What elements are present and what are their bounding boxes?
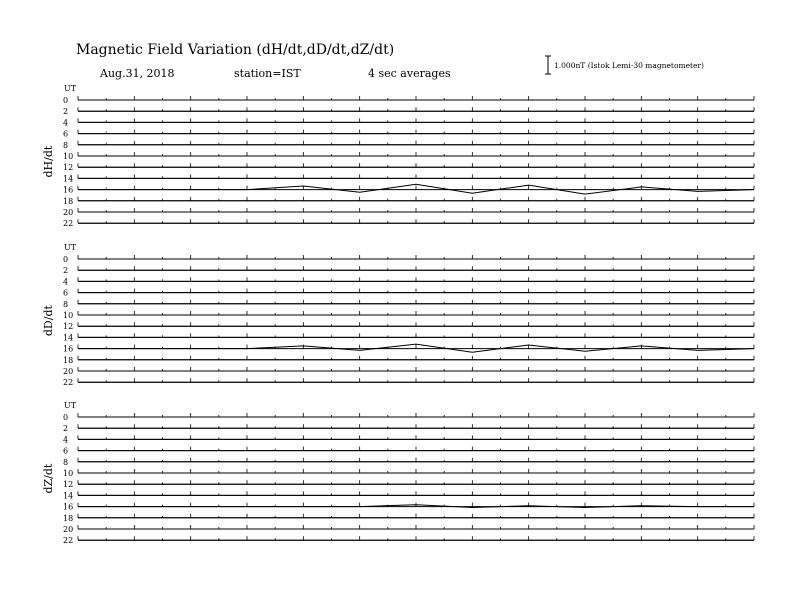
row-label: 14 xyxy=(63,333,74,343)
row-label: 16 xyxy=(63,185,74,195)
panel-ylabel: dD/dt xyxy=(42,305,55,337)
row-label: 20 xyxy=(63,208,74,217)
chart-title: Magnetic Field Variation (dH/dt,dD/dt,dZ/dt) xyxy=(76,42,395,58)
row-label: 10 xyxy=(63,152,74,161)
row-label: 18 xyxy=(63,513,74,523)
row-label: 2 xyxy=(63,424,69,434)
row-label: 8 xyxy=(63,299,69,309)
row-label: 4 xyxy=(63,277,69,287)
panel-dD-dt xyxy=(42,243,754,387)
row-label: 22 xyxy=(63,378,74,388)
row-label: 12 xyxy=(63,480,74,490)
row-label: 20 xyxy=(63,367,74,376)
scale-label: 1.000nT (Istok Lemi-30 magnetometer) xyxy=(554,61,704,70)
row-label: 22 xyxy=(63,219,74,229)
row-label: 8 xyxy=(63,140,69,150)
panel-dH-dt xyxy=(42,84,754,228)
row-label: 6 xyxy=(63,446,69,456)
ut-label: UT xyxy=(64,84,77,93)
row-label: 22 xyxy=(63,536,74,546)
panel-ylabel: dZ/dt xyxy=(42,463,55,494)
panel-dZ-dt xyxy=(42,401,754,545)
panels xyxy=(42,84,754,545)
row-label: 14 xyxy=(63,491,74,501)
row-label: 0 xyxy=(63,413,69,422)
scale-bar xyxy=(545,56,551,74)
row-label: 18 xyxy=(63,196,74,206)
row-label: 12 xyxy=(63,322,74,332)
row-label: 14 xyxy=(63,174,74,184)
row-label: 16 xyxy=(63,344,74,354)
date-label: Aug.31, 2018 xyxy=(100,67,175,80)
row-label: 12 xyxy=(63,163,74,173)
ut-label: UT xyxy=(64,243,77,252)
ut-label: UT xyxy=(64,401,77,410)
row-label: 20 xyxy=(63,525,74,534)
row-label: 8 xyxy=(63,457,69,467)
row-label: 0 xyxy=(63,96,69,105)
row-label: 18 xyxy=(63,355,74,365)
row-label: 6 xyxy=(63,129,69,139)
row-label: 2 xyxy=(63,107,69,117)
row-label: 6 xyxy=(63,288,69,298)
row-label: 2 xyxy=(63,266,69,276)
row-label: 10 xyxy=(63,311,74,320)
row-label: 10 xyxy=(63,469,74,478)
row-label: 4 xyxy=(63,118,69,128)
row-label: 16 xyxy=(63,502,74,512)
station-label: station=IST xyxy=(234,67,301,80)
row-label: 0 xyxy=(63,255,69,264)
averaging-label: 4 sec averages xyxy=(368,67,451,80)
panel-ylabel: dH/dt xyxy=(42,145,55,178)
row-label: 4 xyxy=(63,435,69,445)
